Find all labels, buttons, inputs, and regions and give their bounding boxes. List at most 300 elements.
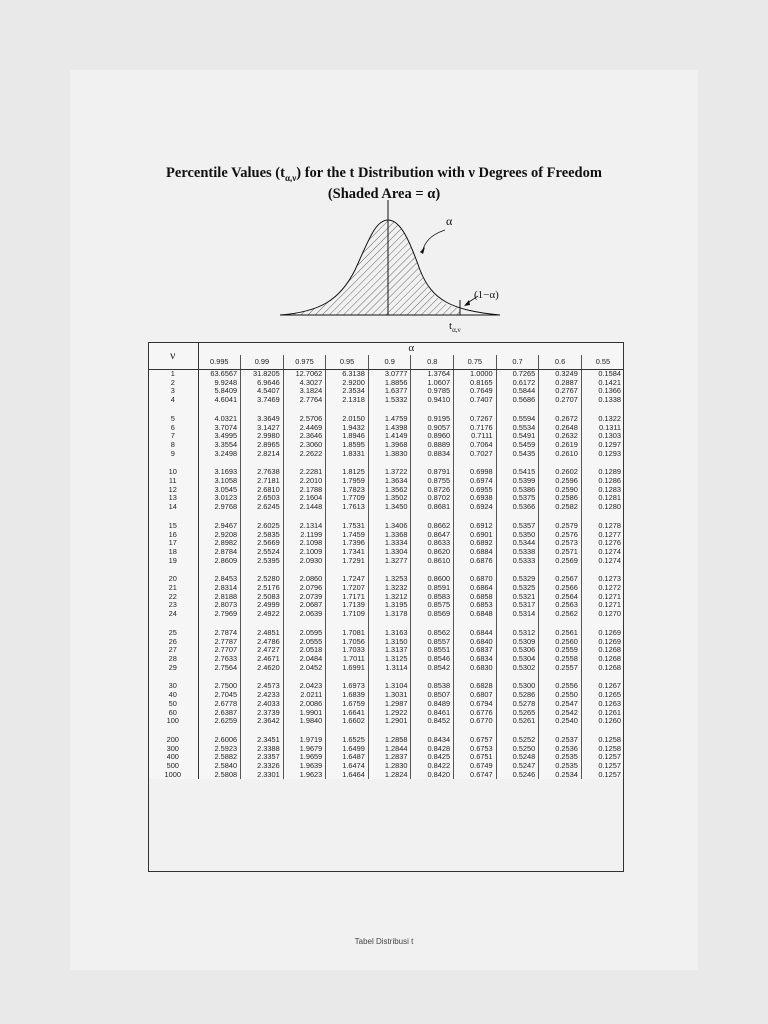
percentile-value-cell: 2.4620 <box>241 664 284 673</box>
degrees-of-freedom-cell: 4 <box>148 396 198 405</box>
percentile-value-cell: 0.1421 <box>598 377 621 387</box>
title-text: Percentile Values (t <box>166 165 285 181</box>
percentile-value-cell: 0.6830 <box>454 664 497 673</box>
percentile-value-cell: 0.1270 <box>598 609 621 619</box>
percentile-value-cell: 0.5247 <box>496 762 539 771</box>
percentile-value-cell: 2.8982 <box>198 539 241 548</box>
percentile-value-cell: 1.3406 <box>368 522 411 531</box>
percentile-value-cell: 0.2557 <box>539 664 582 673</box>
title-subscript: α,ν <box>284 172 297 183</box>
percentile-value-cell: 1.3125 <box>368 655 411 664</box>
percentile-value-cell: 0.8726 <box>411 486 454 495</box>
percentile-value-cell: 1.7291 <box>326 557 369 566</box>
percentile-value-cell: 0.8422 <box>411 762 454 771</box>
percentile-value-cell: 0.5399 <box>496 477 539 486</box>
percentile-value-cell: 0.2569 <box>539 557 582 566</box>
percentile-value-cell: 2.3534 <box>326 387 369 396</box>
percentile-value-cell: 0.1281 <box>598 493 621 503</box>
percentile-value-cell: 1.3634 <box>368 477 411 486</box>
percentile-value-cell: 3.1693 <box>198 468 241 477</box>
percentile-value-cell: 0.6955 <box>454 486 497 495</box>
percentile-value-cell: 1.3212 <box>368 593 411 602</box>
percentile-value-cell: 1.6602 <box>326 717 369 726</box>
percentile-value-cell: 1.7459 <box>326 531 369 540</box>
percentile-value-cell: 0.1276 <box>598 538 621 548</box>
percentile-value-cell: 0.6912 <box>454 522 497 531</box>
percentile-value-cell: 1.7081 <box>326 629 369 638</box>
percentile-value-cell: 2.6006 <box>198 736 241 745</box>
percentile-value-cell: 0.8452 <box>411 717 454 726</box>
percentile-value-cell: 2.7764 <box>283 396 326 405</box>
percentile-value-cell: 0.5333 <box>496 557 539 566</box>
percentile-value-cell: 4.3027 <box>283 379 326 388</box>
percentile-value-cell: 1.9901 <box>283 709 326 718</box>
percentile-value-cell: 1.8856 <box>368 379 411 388</box>
percentile-value-cell: 0.2540 <box>539 717 582 726</box>
percentile-value-cell: 3.4995 <box>198 432 241 441</box>
degrees-of-freedom-cell: 400 <box>148 753 198 762</box>
percentile-value-cell: 0.8434 <box>411 736 454 745</box>
percentile-value-cell: 0.8489 <box>411 700 454 709</box>
percentile-value-cell: 0.2596 <box>539 477 582 486</box>
percentile-value-cell: 1.3502 <box>368 494 411 503</box>
table-row <box>148 557 624 566</box>
percentile-value-cell: 3.0123 <box>198 494 241 503</box>
table-row <box>148 450 624 459</box>
percentile-value-cell: 2.6778 <box>198 700 241 709</box>
percentile-value-cell: 1.3562 <box>368 486 411 495</box>
page-subtitle: (Shaded Area = α) <box>327 186 441 202</box>
percentile-value-cell: 0.1258 <box>598 734 621 744</box>
percentile-value-cell: 1.3137 <box>368 646 411 655</box>
percentile-value-cell: 2.5669 <box>241 539 284 548</box>
percentile-value-cell: 2.3739 <box>241 709 284 718</box>
percentile-value-cell: 0.8583 <box>411 593 454 602</box>
percentile-value-cell: 0.8507 <box>411 691 454 700</box>
percentile-value-cell: 0.2556 <box>539 682 582 691</box>
percentile-value-cell: 2.1318 <box>326 396 369 405</box>
percentile-value-cell: 2.1788 <box>283 486 326 495</box>
percentile-value-cell: 12.7062 <box>283 370 326 379</box>
percentile-value-cell: 2.9200 <box>326 379 369 388</box>
degrees-of-freedom-cell: 10 <box>148 468 198 477</box>
percentile-value-cell: 0.6858 <box>454 593 497 602</box>
percentile-value-cell: 2.6810 <box>241 486 284 495</box>
percentile-value-cell: 0.5300 <box>496 682 539 691</box>
percentile-value-cell: 0.1261 <box>598 707 621 717</box>
degrees-of-freedom-cell: 30 <box>148 682 198 691</box>
percentile-value-cell: 0.5459 <box>496 441 539 450</box>
degrees-of-freedom-cell: 12 <box>148 486 198 495</box>
percentile-value-cell: 0.6901 <box>454 531 497 540</box>
percentile-value-cell: 2.9208 <box>198 531 241 540</box>
percentile-value-cell: 2.3646 <box>283 432 326 441</box>
degrees-of-freedom-cell: 14 <box>148 503 198 512</box>
percentile-value-cell: 0.1277 <box>598 529 621 539</box>
degrees-of-freedom-cell: 1 <box>148 370 198 379</box>
percentile-value-cell: 2.0860 <box>283 575 326 584</box>
percentile-value-cell: 0.2564 <box>539 593 582 602</box>
degrees-of-freedom-cell: 16 <box>148 531 198 540</box>
percentile-value-cell: 0.2767 <box>539 387 582 396</box>
percentile-value-cell: 1.3722 <box>368 468 411 477</box>
percentile-value-cell: 0.8562 <box>411 629 454 638</box>
percentile-value-cell: 0.5246 <box>496 771 539 780</box>
percentile-value-cell: 0.5350 <box>496 531 539 540</box>
t-distribution-figure <box>260 200 520 340</box>
percentile-value-cell: 2.0796 <box>283 584 326 593</box>
percentile-value-cell: 1.8946 <box>326 432 369 441</box>
degrees-of-freedom-cell: 20 <box>148 575 198 584</box>
table-row <box>148 771 624 780</box>
percentile-value-cell: 2.4786 <box>241 638 284 647</box>
percentile-value-cell: 0.2632 <box>539 432 582 441</box>
percentile-value-cell: 0.1311 <box>598 422 621 432</box>
percentile-value-cell: 0.1268 <box>598 653 621 663</box>
degrees-of-freedom-cell: 23 <box>148 601 198 610</box>
percentile-value-cell: 1.2830 <box>368 762 411 771</box>
percentile-value-cell: 1.6464 <box>326 771 369 780</box>
degrees-of-freedom-cell: 200 <box>148 736 198 745</box>
percentile-value-cell: 1.2858 <box>368 736 411 745</box>
percentile-value-cell: 0.6876 <box>454 557 497 566</box>
percentile-value-cell: 0.8461 <box>411 709 454 718</box>
percentile-value-cell: 1.6839 <box>326 691 369 700</box>
percentile-value-cell: 0.1263 <box>598 698 621 708</box>
percentile-value-cell: 0.1258 <box>598 743 621 753</box>
alpha-label: α <box>446 214 453 228</box>
percentile-value-cell: 1.3031 <box>368 691 411 700</box>
percentile-value-cell: 0.9195 <box>411 415 454 424</box>
percentile-value-cell: 0.7064 <box>454 441 497 450</box>
percentile-value-cell: 0.5302 <box>496 664 539 673</box>
percentile-value-cell: 2.8314 <box>198 584 241 593</box>
percentile-value-cell: 2.3451 <box>241 736 284 745</box>
degrees-of-freedom-cell: 25 <box>148 629 198 638</box>
percentile-value-cell: 0.1271 <box>598 591 621 601</box>
degrees-of-freedom-cell: 27 <box>148 646 198 655</box>
t-label: t <box>449 320 453 332</box>
percentile-value-cell: 1.7033 <box>326 646 369 655</box>
percentile-value-cell: 1.3104 <box>368 682 411 691</box>
percentile-value-cell: 1.9623 <box>283 771 326 780</box>
percentile-value-cell: 1.7011 <box>326 655 369 664</box>
percentile-value-cell: 0.8591 <box>411 584 454 593</box>
percentile-value-cell: 2.5808 <box>198 771 241 780</box>
column-header: 0.7 <box>496 355 539 370</box>
percentile-value-cell: 0.1366 <box>598 386 621 396</box>
percentile-value-cell: 2.4233 <box>241 691 284 700</box>
percentile-value-cell: 0.6864 <box>454 584 497 593</box>
percentile-value-cell: 0.2610 <box>539 450 582 459</box>
percentile-value-cell: 2.8188 <box>198 593 241 602</box>
percentile-value-cell: 2.7969 <box>198 610 241 619</box>
percentile-value-cell: 0.2561 <box>539 629 582 638</box>
percentile-value-cell: 2.5524 <box>241 548 284 557</box>
percentile-value-cell: 1.0000 <box>454 370 497 379</box>
percentile-value-cell: 0.6751 <box>454 753 497 762</box>
percentile-value-cell: 0.6848 <box>454 610 497 619</box>
percentile-value-cell: 0.5435 <box>496 450 539 459</box>
percentile-value-cell: 0.8569 <box>411 610 454 619</box>
percentile-value-cell: 0.8420 <box>411 771 454 780</box>
percentile-value-cell: 1.6377 <box>368 387 411 396</box>
percentile-value-cell: 1.2901 <box>368 717 411 726</box>
percentile-value-cell: 0.2582 <box>539 503 582 512</box>
percentile-value-cell: 1.2987 <box>368 700 411 709</box>
percentile-value-cell: 0.1272 <box>598 583 621 593</box>
percentile-value-cell: 1.6474 <box>326 762 369 771</box>
percentile-value-cell: 1.3253 <box>368 575 411 584</box>
percentile-value-cell: 0.1257 <box>598 761 621 771</box>
percentile-value-cell: 0.1280 <box>598 502 621 512</box>
percentile-value-cell: 0.6807 <box>454 691 497 700</box>
percentile-value-cell: 0.8165 <box>454 379 497 388</box>
percentile-value-cell: 2.0150 <box>326 415 369 424</box>
percentile-value-cell: 0.6998 <box>454 468 497 477</box>
percentile-value-cell: 1.0607 <box>411 379 454 388</box>
percentile-value-cell: 2.1009 <box>283 548 326 557</box>
percentile-value-cell: 0.2648 <box>539 424 582 433</box>
percentile-value-cell: 2.7181 <box>241 477 284 486</box>
degrees-of-freedom-cell: 28 <box>148 655 198 664</box>
degrees-of-freedom-cell: 50 <box>148 700 198 709</box>
percentile-value-cell: 1.3277 <box>368 557 411 566</box>
percentile-value-cell: 5.8409 <box>198 387 241 396</box>
percentile-value-cell: 0.2573 <box>539 539 582 548</box>
percentile-value-cell: 0.5491 <box>496 432 539 441</box>
percentile-value-cell: 1.6641 <box>326 709 369 718</box>
percentile-value-cell: 1.7139 <box>326 601 369 610</box>
percentile-value-cell: 0.5329 <box>496 575 539 584</box>
percentile-value-cell: 1.7247 <box>326 575 369 584</box>
percentile-value-cell: 3.7469 <box>241 396 284 405</box>
degrees-of-freedom-cell: 19 <box>148 557 198 566</box>
percentile-value-cell: 3.7074 <box>198 424 241 433</box>
percentile-value-cell: 1.3830 <box>368 450 411 459</box>
percentile-value-cell: 1.6973 <box>326 682 369 691</box>
percentile-value-cell: 1.5332 <box>368 396 411 405</box>
percentile-value-cell: 2.4727 <box>241 646 284 655</box>
percentile-value-cell: 2.9768 <box>198 503 241 512</box>
percentile-value-cell: 2.6387 <box>198 709 241 718</box>
percentile-value-cell: 0.6924 <box>454 503 497 512</box>
percentile-value-cell: 2.8609 <box>198 557 241 566</box>
percentile-value-cell: 0.3249 <box>539 370 582 379</box>
percentile-value-cell: 2.1098 <box>283 539 326 548</box>
percentile-value-cell: 0.6837 <box>454 646 497 655</box>
percentile-value-cell: 0.1297 <box>598 439 621 449</box>
tail-arrow-head <box>464 300 470 306</box>
percentile-value-cell: 0.8620 <box>411 548 454 557</box>
percentile-value-cell: 3.1058 <box>198 477 241 486</box>
percentile-value-cell: 1.3150 <box>368 638 411 647</box>
percentile-value-cell: 1.6759 <box>326 700 369 709</box>
percentile-value-cell: 0.2619 <box>539 441 582 450</box>
nu-header: ν <box>148 342 198 370</box>
percentile-value-cell: 2.3060 <box>283 441 326 450</box>
percentile-value-cell: 4.0321 <box>198 415 241 424</box>
column-header: 0.55 <box>581 355 624 370</box>
percentile-value-cell: 0.1260 <box>598 716 621 726</box>
percentile-value-cell: 0.5338 <box>496 548 539 557</box>
percentile-value-cell: 0.2586 <box>539 494 582 503</box>
percentile-value-cell: 2.7500 <box>198 682 241 691</box>
percentile-value-cell: 1.3334 <box>368 539 411 548</box>
percentile-value-cell: 0.6834 <box>454 655 497 664</box>
percentile-value-cell: 0.2707 <box>539 396 582 405</box>
percentile-value-cell: 0.1293 <box>598 448 621 458</box>
percentile-value-cell: 0.6753 <box>454 745 497 754</box>
t-distribution-table <box>148 342 624 779</box>
degrees-of-freedom-cell: 26 <box>148 638 198 647</box>
percentile-value-cell: 0.2672 <box>539 415 582 424</box>
percentile-value-cell: 0.8575 <box>411 601 454 610</box>
percentile-value-cell: 2.9467 <box>198 522 241 531</box>
percentile-value-cell: 2.8073 <box>198 601 241 610</box>
percentile-value-cell: 0.9410 <box>411 396 454 405</box>
percentile-value-cell: 0.2559 <box>539 646 582 655</box>
percentile-value-cell: 1.2837 <box>368 753 411 762</box>
degrees-of-freedom-cell: 15 <box>148 522 198 531</box>
percentile-value-cell: 0.6776 <box>454 709 497 718</box>
percentile-value-cell: 2.8784 <box>198 548 241 557</box>
percentile-value-cell: 1.7171 <box>326 593 369 602</box>
percentile-value-cell: 0.5366 <box>496 503 539 512</box>
percentile-value-cell: 0.6747 <box>454 771 497 780</box>
degrees-of-freedom-cell: 7 <box>148 432 198 441</box>
percentile-value-cell: 1.8331 <box>326 450 369 459</box>
percentile-value-cell: 0.9057 <box>411 424 454 433</box>
percentile-value-cell: 0.8425 <box>411 753 454 762</box>
table-row <box>148 396 624 405</box>
degrees-of-freedom-cell: 11 <box>148 477 198 486</box>
percentile-value-cell: 0.6853 <box>454 601 497 610</box>
degrees-of-freedom-cell: 3 <box>148 387 198 396</box>
percentile-value-cell: 0.5248 <box>496 753 539 762</box>
degrees-of-freedom-cell: 500 <box>148 762 198 771</box>
percentile-value-cell: 1.6991 <box>326 664 369 673</box>
percentile-value-cell: 0.1257 <box>598 769 621 779</box>
degrees-of-freedom-cell: 22 <box>148 593 198 602</box>
percentile-value-cell: 0.5415 <box>496 468 539 477</box>
percentile-value-cell: 0.1322 <box>598 413 621 423</box>
percentile-value-cell: 0.2542 <box>539 709 582 718</box>
t-label-subscript: α,ν <box>452 326 461 334</box>
percentile-value-cell: 0.2547 <box>539 700 582 709</box>
percentile-value-cell: 4.5407 <box>241 387 284 396</box>
column-header: 0.975 <box>283 355 326 370</box>
percentile-value-cell: 2.0423 <box>283 682 326 691</box>
percentile-value-cell: 2.7564 <box>198 664 241 673</box>
percentile-value-cell: 0.6757 <box>454 736 497 745</box>
percentile-value-cell: 2.7638 <box>241 468 284 477</box>
percentile-value-cell: 0.8889 <box>411 441 454 450</box>
percentile-value-cell: 2.5923 <box>198 745 241 754</box>
percentile-value-cell: 2.0555 <box>283 638 326 647</box>
percentile-value-cell: 0.5286 <box>496 691 539 700</box>
percentile-value-cell: 2.0518 <box>283 646 326 655</box>
alpha-arrow <box>422 230 445 252</box>
degrees-of-freedom-cell: 60 <box>148 709 198 718</box>
percentile-value-cell: 0.7649 <box>454 387 497 396</box>
percentile-value-cell: 1.9719 <box>283 736 326 745</box>
percentile-value-cell: 1.9639 <box>283 762 326 771</box>
percentile-value-cell: 0.5306 <box>496 646 539 655</box>
percentile-value-cell: 0.8791 <box>411 468 454 477</box>
percentile-value-cell: 1.6487 <box>326 753 369 762</box>
percentile-value-cell: 2.2281 <box>283 468 326 477</box>
percentile-value-cell: 2.3326 <box>241 762 284 771</box>
percentile-value-cell: 0.7407 <box>454 396 497 405</box>
degrees-of-freedom-cell: 100 <box>148 717 198 726</box>
percentile-value-cell: 2.1199 <box>283 531 326 540</box>
percentile-value-cell: 0.5304 <box>496 655 539 664</box>
percentile-value-cell: 1.3968 <box>368 441 411 450</box>
percentile-value-cell: 3.3649 <box>241 415 284 424</box>
percentile-value-cell: 0.8702 <box>411 494 454 503</box>
percentile-value-cell: 0.2536 <box>539 745 582 754</box>
percentile-value-cell: 0.7111 <box>454 432 497 441</box>
percentile-value-cell: 0.2563 <box>539 601 582 610</box>
percentile-value-cell: 0.6884 <box>454 548 497 557</box>
degrees-of-freedom-cell: 6 <box>148 424 198 433</box>
percentile-value-cell: 0.5278 <box>496 700 539 709</box>
percentile-value-cell: 0.8551 <box>411 646 454 655</box>
percentile-value-cell: 0.1268 <box>598 645 621 655</box>
percentile-value-cell: 0.5325 <box>496 584 539 593</box>
percentile-value-cell: 1.3450 <box>368 503 411 512</box>
percentile-value-cell: 1.4149 <box>368 432 411 441</box>
percentile-value-cell: 0.8600 <box>411 575 454 584</box>
degrees-of-freedom-cell: 9 <box>148 450 198 459</box>
degrees-of-freedom-cell: 8 <box>148 441 198 450</box>
percentile-value-cell: 1.6499 <box>326 745 369 754</box>
percentile-value-cell: 0.6844 <box>454 629 497 638</box>
percentile-value-cell: 0.2887 <box>539 379 582 388</box>
column-header: 0.75 <box>454 355 497 370</box>
percentile-value-cell: 2.3642 <box>241 717 284 726</box>
percentile-value-cell: 0.2535 <box>539 762 582 771</box>
percentile-value-cell: 0.5317 <box>496 601 539 610</box>
percentile-value-cell: 2.0595 <box>283 629 326 638</box>
percentile-value-cell: 0.6749 <box>454 762 497 771</box>
percentile-value-cell: 2.3357 <box>241 753 284 762</box>
percentile-value-cell: 0.8960 <box>411 432 454 441</box>
percentile-value-cell: 0.5321 <box>496 593 539 602</box>
percentile-value-cell: 2.5395 <box>241 557 284 566</box>
page-title <box>0 165 768 183</box>
percentile-value-cell: 1.8125 <box>326 468 369 477</box>
table-body <box>148 370 624 780</box>
column-header-row <box>148 355 624 370</box>
percentile-value-cell: 2.6503 <box>241 494 284 503</box>
percentile-value-cell: 3.0777 <box>368 370 411 379</box>
percentile-value-cell: 0.2602 <box>539 468 582 477</box>
percentile-value-cell: 0.7267 <box>454 415 497 424</box>
percentile-value-cell: 0.1267 <box>598 681 621 691</box>
percentile-value-cell: 1.7056 <box>326 638 369 647</box>
percentile-value-cell: 2.7787 <box>198 638 241 647</box>
percentile-value-cell: 0.6828 <box>454 682 497 691</box>
percentile-value-cell: 2.0452 <box>283 664 326 673</box>
percentile-value-cell: 0.1286 <box>598 476 621 486</box>
percentile-value-cell: 1.3178 <box>368 610 411 619</box>
percentile-value-cell: 0.2558 <box>539 655 582 664</box>
degrees-of-freedom-cell: 300 <box>148 745 198 754</box>
percentile-value-cell: 0.1338 <box>598 395 621 405</box>
percentile-value-cell: 0.5844 <box>496 387 539 396</box>
